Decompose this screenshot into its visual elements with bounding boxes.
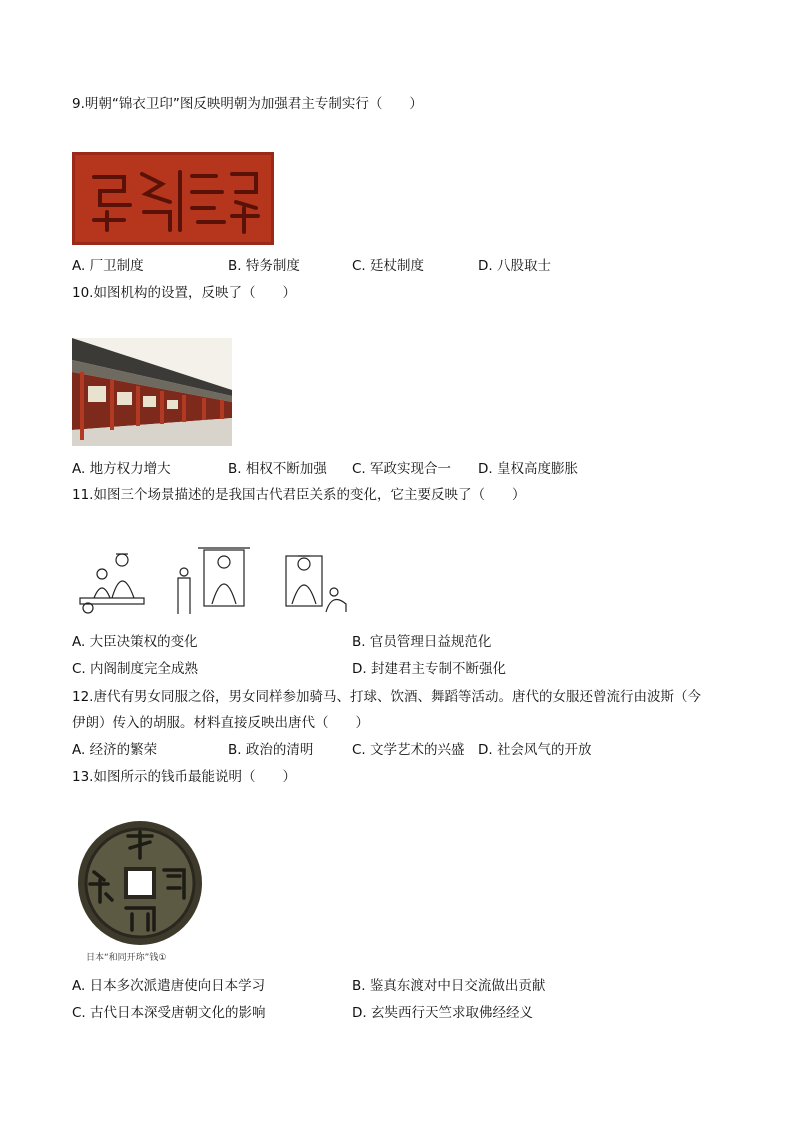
q9-option-b[interactable]: B. 特务制度 [228,258,300,274]
q13-stem: 13.如图所示的钱币最能说明（ ） [72,769,296,785]
q12-option-c[interactable]: C. 文学艺术的兴盛 [352,742,465,758]
q11-option-a[interactable]: A. 大臣决策权的变化 [72,634,198,650]
court-scenes-image [72,542,356,618]
q9-stem: 9.明朝“锦衣卫印”图反映明朝为加强君主专制实行（ ） [72,96,423,112]
q13-option-c[interactable]: C. 古代日本深受唐朝文化的影响 [72,1005,266,1021]
q11-option-b[interactable]: B. 官员管理日益规范化 [352,634,492,650]
q11-stem: 11.如图三个场景描述的是我国古代君臣关系的变化，它主要反映了（ ） [72,487,526,503]
coin-caption: 日本“和同开珎”钱① [86,953,167,963]
q10-option-a[interactable]: A. 地方权力增大 [72,461,171,477]
q12-option-a[interactable]: A. 经济的繁荣 [72,742,158,758]
q9-option-d[interactable]: D. 八股取士 [478,258,551,274]
q13-option-b[interactable]: B. 鉴真东渡对中日交流做出贡献 [352,978,546,994]
q12-stem-line2: 伊朗）传入的胡服。材料直接反映出唐代（ ） [72,715,369,731]
q10-option-d[interactable]: D. 皇权高度膨胀 [478,461,578,477]
q10-option-b[interactable]: B. 相权不断加强 [228,461,327,477]
q10-stem: 10.如图机构的设置，反映了（ ） [72,285,296,301]
coin-image [76,818,204,948]
q13-option-d[interactable]: D. 玄奘西行天竺求取佛经经义 [352,1005,533,1021]
q13-option-a[interactable]: A. 日本多次派遣唐使向日本学习 [72,978,266,994]
q12-option-d[interactable]: D. 社会风气的开放 [478,742,592,758]
q12-stem-line1: 12.唐代有男女同服之俗，男女同样参加骑马、打球、饮酒、舞蹈等活动。唐代的女服还曾流行由波斯（今 [72,689,701,705]
building-image [72,338,232,446]
q9-option-a[interactable]: A. 厂卫制度 [72,258,144,274]
q10-option-c[interactable]: C. 军政实现合一 [352,461,452,477]
seal-image [72,152,274,245]
q11-option-d[interactable]: D. 封建君主专制不断强化 [352,661,506,677]
q11-option-c[interactable]: C. 内阁制度完全成熟 [72,661,199,677]
q12-option-b[interactable]: B. 政治的清明 [228,742,314,758]
q9-option-c[interactable]: C. 廷杖制度 [352,258,425,274]
